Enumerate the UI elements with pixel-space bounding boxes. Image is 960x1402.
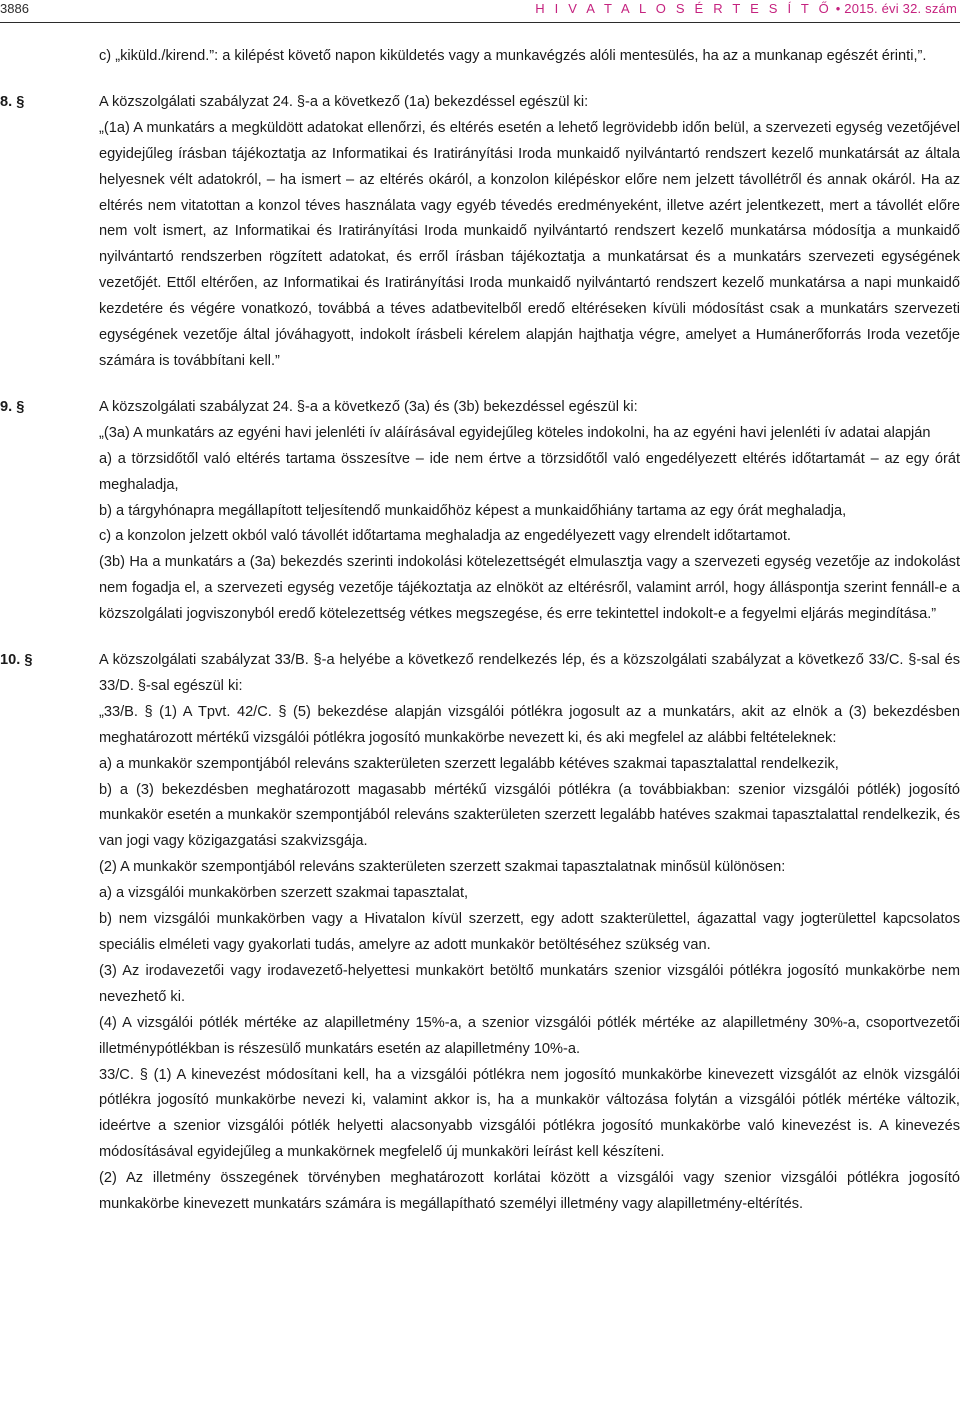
section-paragraph: (2) A munkakör szempontjából releváns szakterületen szerzett szakmai tapasztalatnak minősül különösen: <box>99 859 786 876</box>
page-number: 3886 <box>0 1 29 16</box>
section-lead: A közszolgálati szabályzat 24. §-a a következő (3a) és (3b) bekezdéssel egészül ki: <box>99 398 638 415</box>
section-9 <box>0 395 960 628</box>
section-paragraph: c) a konzolon jelzett okból való távollét időtartama meghaladja az engedélyezett vagy elrendelt időtartamot. <box>99 528 791 545</box>
section-paragraph: (2) Az illetmény összegének törvényben meghatározott korlátai között a vizsgálói vagy szenior vizsgálói pótlékra jogosító munkakörbe kinevezett munkatárs számára is megállapítható személyi illetmény vagy alapilletmény-eltérítés. <box>99 1170 960 1213</box>
section-lead: A közszolgálati szabályzat 33/B. §-a helyébe a következő rendelkezés lép, és a közszolgálati szabályzat a következő 33/C. §-sal és 33/D. §-sal egészül ki: <box>99 652 960 694</box>
section-8 <box>0 90 960 375</box>
section-number: 10. § <box>0 652 33 669</box>
header-bullet: • <box>835 1 841 16</box>
section-number: 9. § <box>0 398 25 415</box>
section-paragraph: a) a munkakör szempontjából releváns szakterületen szerzett legalább kétéves szakmai tapasztalattal rendelkezik, <box>99 755 839 772</box>
section-paragraph: a) a vizsgálói munkakörben szerzett szakmai tapasztalat, <box>99 885 469 902</box>
section-paragraph: (3b) Ha a munkatárs a (3a) bekezdés szerinti indokolási kötelezettségét elmulasztja vagy a szervezeti egység vezetője az indokolást nem fogadja el, a szervezeti egység vezetője tájékoztatja az elnököt az eltérésről, valamint arról, hogy álláspontja szerint fennáll-e a közszolgálati jogviszonyból eredő kötelezettség vétkes megszegése, és erre tekintettel indokolt-e a fegyelmi eljárás megindítása.” <box>99 554 960 623</box>
section-paragraph: b) a tárgyhónapra megállapított teljesítendő munkaidőhöz képest a munkaidőhiány tartama az egy órát meghaladja, <box>99 502 847 519</box>
section-paragraph: (3) Az irodavezetői vagy irodavezető-helyettesi munkakört betöltő munkatárs szenior vizsgálói pótlékra jogosító munkakörbe nem nevezhető ki. <box>99 962 960 1005</box>
section-paragraph: 33/C. § (1) A kinevezést módosítani kell, ha a vizsgálói pótlékra nem jogosító munkakörbe kinevezett vizsgálót az elnök vizsgálói pótlékra jogosító munkakörbe nevezi ki, valamint akkor is, ha a munkakör változása folytán a vizsgálói pótlék mértéke változik, ideértve a szenior vizsgálói pótlék helyetti alacsonyabb vizsgálói pótlékra jogosító munkakörbe való kinevezést is. A kinevezés módosításával egyidejűleg a munkakörnek megfelelő új munkaköri leírást kell készíteni. <box>99 1066 960 1161</box>
section-paragraph: „(3a) A munkatárs az egyéni havi jelenléti ív aláírásával egyidejűleg köteles indokolni, ha az egyéni havi jelenléti ív adatai alapján <box>99 424 931 441</box>
issue-label: 2015. évi 32. szám <box>844 1 957 16</box>
intro-paragraph: c) „kiküld./kirend.”: a kilépést követő napon kiküldetés vagy a munkavégzés alóli mentesülés, ha az a munkanap egészét érinti,”. <box>99 48 927 64</box>
journal-title: H I V A T A L O S É R T E S Í T Ő <box>535 1 832 16</box>
section-paragraph: „33/B. § (1) A Tpvt. 42/C. § (5) bekezdése alapján vizsgálói pótlékra jogosult az a munkatárs, akit az elnök a (3) bekezdésben meghatározott mértékű vizsgálói pótlékra jogosító munkakörbe nevezett ki, és aki megfelel az alábbi feltételeknek: <box>99 703 960 746</box>
section-paragraph: a) a törzsidőtől való eltérés tartama összesítve – ide nem értve a törzsidőtől való engedélyezett eltérés időtartamát – az egy órát meghaladja, <box>99 450 960 493</box>
section-paragraph: b) nem vizsgálói munkakörben vagy a Hivatalon kívül szerzett, egy adott szakterülettel, ágazattal vagy jogterülettel kapcsolatos speciális elméleti vagy gyakorlati tudás, amelyre az adott munkakör betöltéséhez szükség van. <box>99 911 960 953</box>
section-paragraph: (4) A vizsgálói pótlék mértéke az alapilletmény 15%-a, a szenior vizsgálói pótlék mértéke az alapilletmény 30%-a, csoportvezetői illetménypótlékban is részesülő munkatárs esetén az alapilletmény 10%-a. <box>99 1014 960 1057</box>
journal-header <box>535 0 957 18</box>
document-body <box>0 44 960 1218</box>
page-header <box>0 0 960 23</box>
section-number: 8. § <box>0 93 25 110</box>
section-paragraph: „(1a) A munkatárs a megküldött adatokat ellenőrzi, és eltérés esetén a lehető legrövidebb időn belül, a szervezeti egység vezetőjével egyidejűleg írásban tájékoztatja az Informatikai és Iratirányítási Iroda munkaidő nyilvántartó rendszert kezelő munkatársát az általa helyesnek vélt adatokról, – ha ismert – az eltérés okáról, a konzolon kilépéskor előre nem jelzett távollétről és annak okáról. Ha az eltérés nem vitatottan a konzol téves használata vagy egyéb tévedés eredményeként, illetve azért jelentkezett, mert a távollét előre nem volt ismert, az Informatikai és Iratirányítási Iroda munkaidő nyilvántartó rendszert kezelő munkatársa módosítja a munkaidő nyilvántartó rendszerben rögzített adatokat, és erről írásban tájékoztatja a munkatársat és a munkatárs szervezeti egységének vezetőjét. Ettől eltérően, az Informatikai és Iratirányítási Iroda munkaidő nyilvántartó rendszert kezelő munkatársa a napi munkaidő kezdetére és végére vonatkozó, továbbá a téves adatbevitelből eredő eltéréseken kívüli módosítást csak a munkatárs szervezeti egységének vezetője által jóváhagyott, indokolt írásbeli kérelem alapján hajthatja végre, amelyet a Humánerőforrás Iroda vezetője számára is továbbítani kell.” <box>99 119 960 369</box>
section-lead: A közszolgálati szabályzat 24. §-a a következő (1a) bekezdéssel egészül ki: <box>99 93 589 110</box>
section-paragraph: b) a (3) bekezdésben meghatározott magasabb mértékű vizsgálói pótlékra (a továbbiakban: szenior vizsgálói pótlék) jogosító munkakör esetén a munkakör szempontjából releváns szakterületen szerzett legalább hatéves szakmai tapasztalattal rendelkezik, és van jogi vagy közigazgatási szakvizsgája. <box>99 781 960 850</box>
section-10 <box>0 648 960 1218</box>
